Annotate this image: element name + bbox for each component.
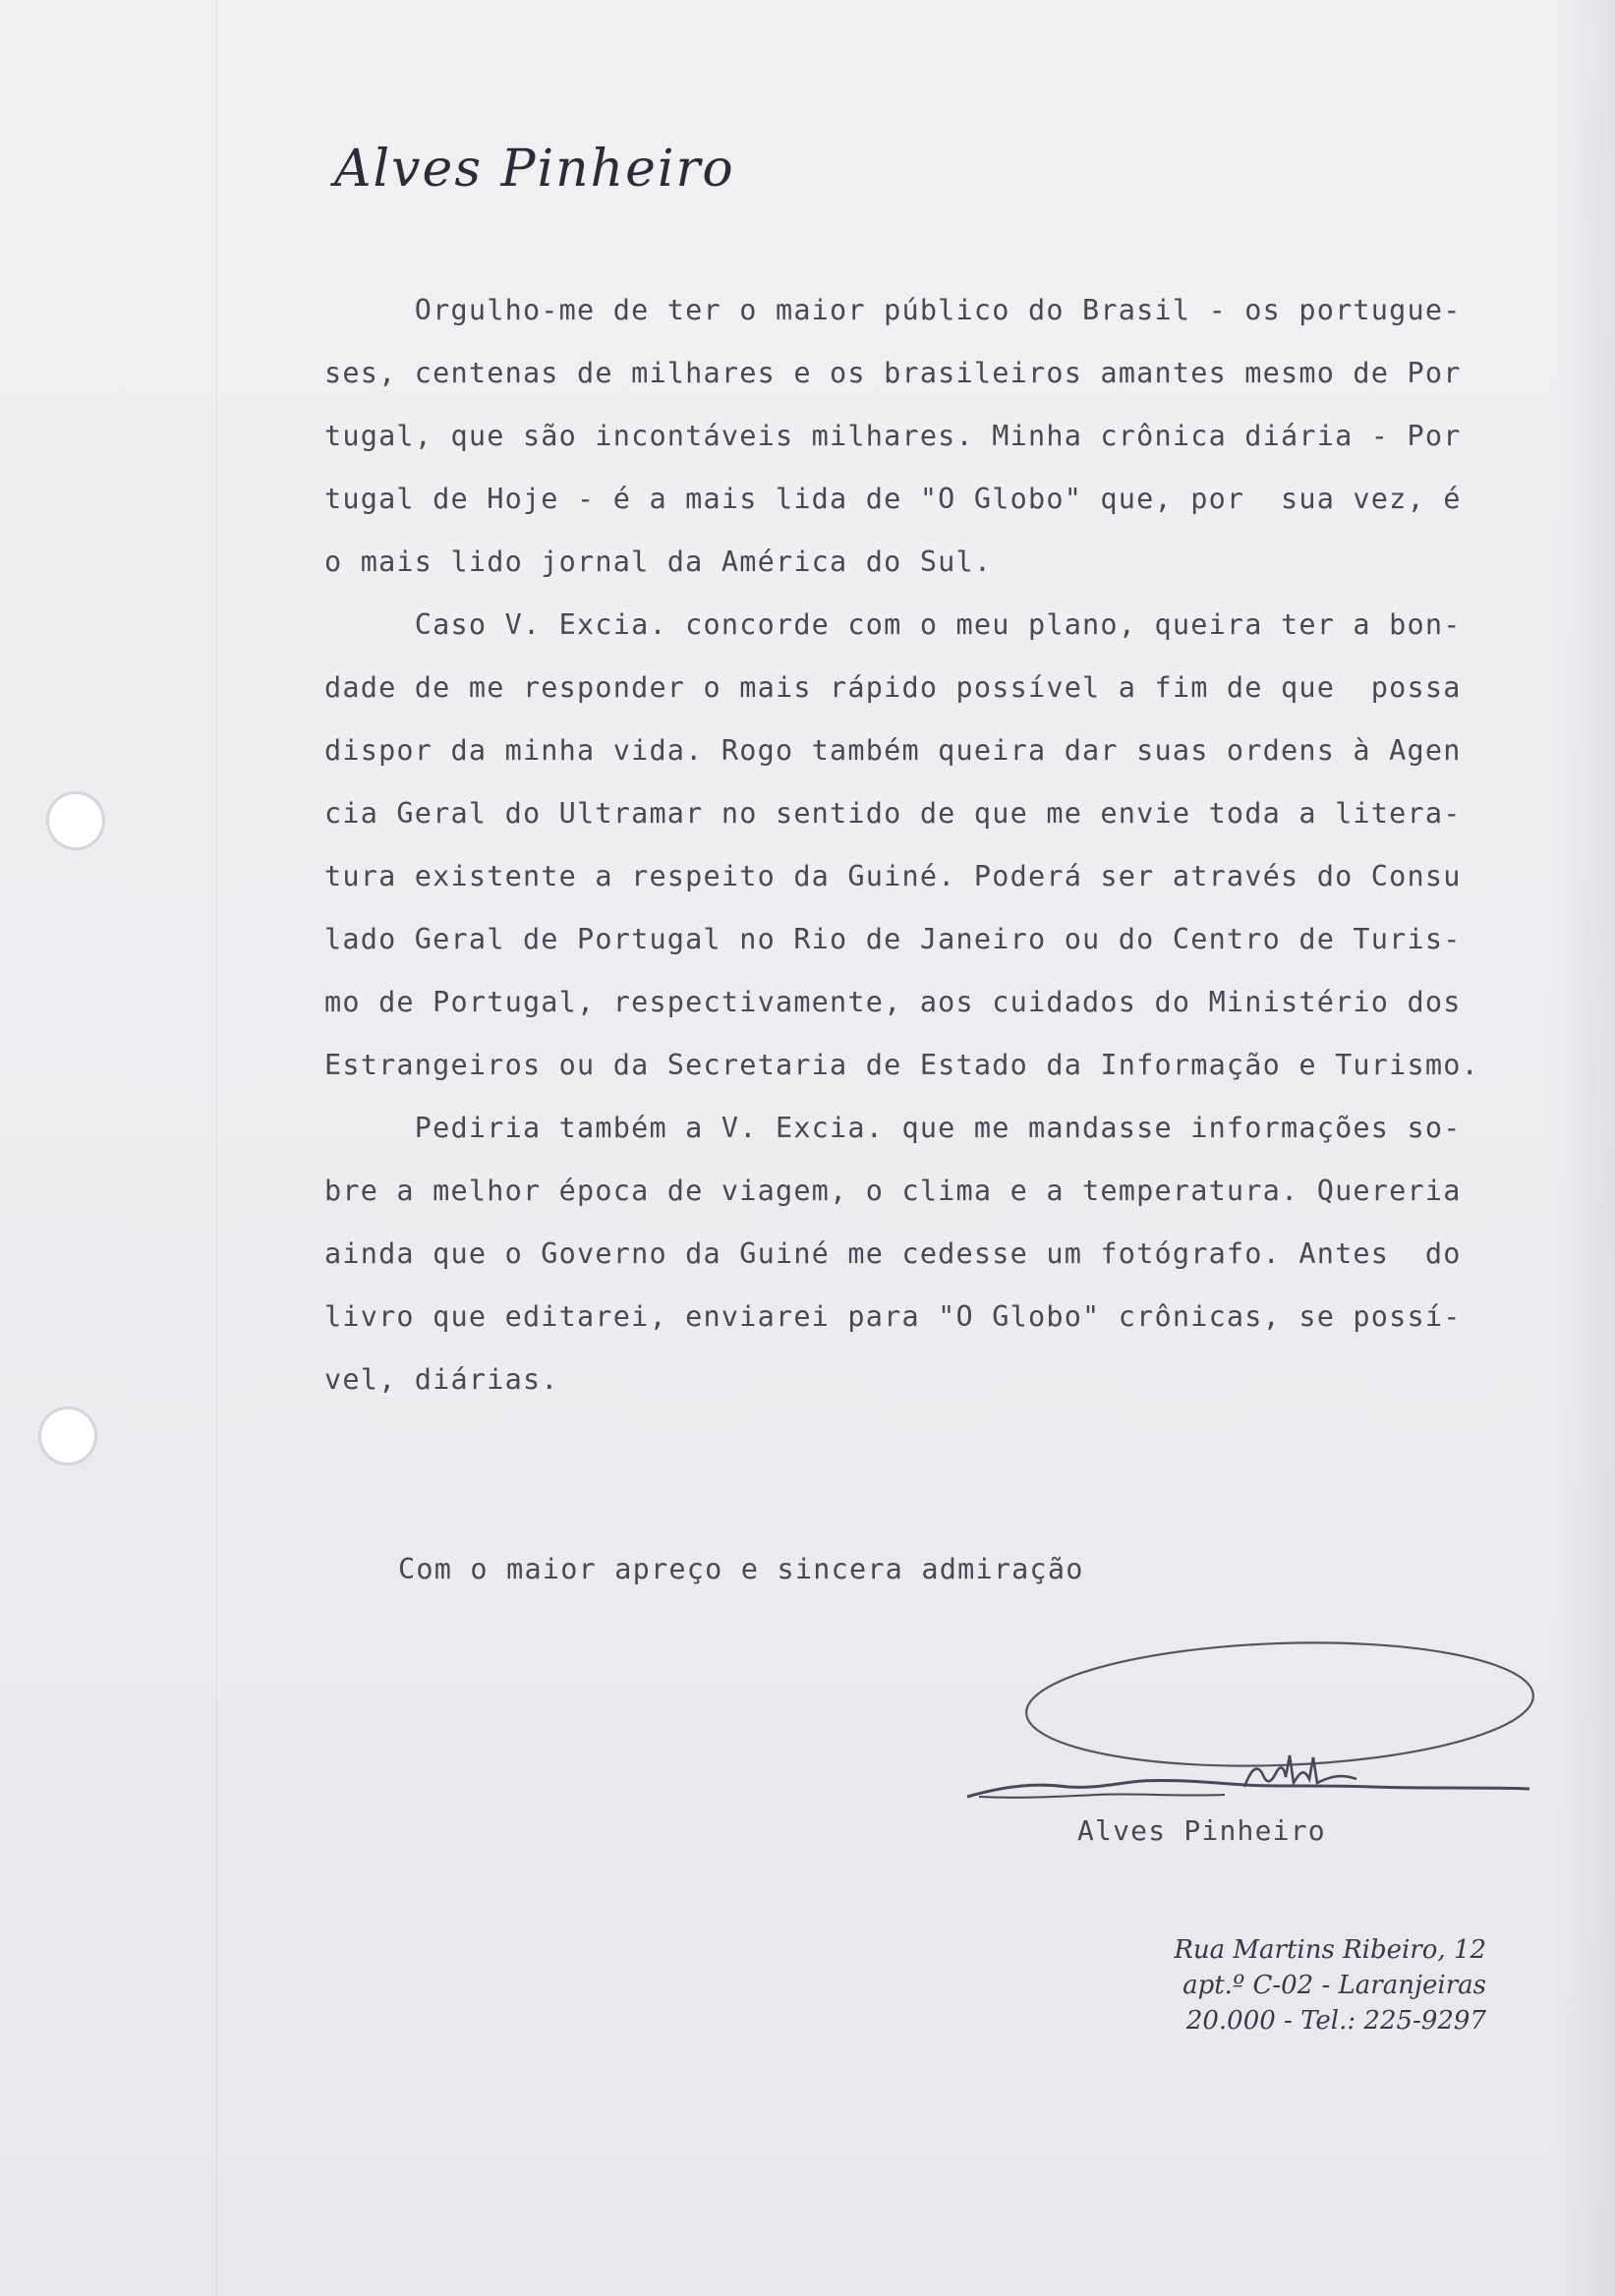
margin-line (216, 0, 217, 2296)
address-line: Rua Martins Ribeiro, 12 (1174, 1935, 1486, 1965)
text-line: bre a melhor época de viagem, o clima e a temperatura. Quereria (324, 1175, 1462, 1207)
text-line: mo de Portugal, respectivamente, aos cuidados do Ministério dos (324, 986, 1462, 1018)
text-line: Pediria também a V. Excia. que me mandasse informações so- (324, 1112, 1462, 1144)
text-line: ses, centenas de milhares e os brasileiros amantes mesmo de Por (324, 357, 1462, 389)
punch-hole-bottom (39, 1407, 96, 1464)
paragraph-3 (324, 1097, 1537, 1411)
punch-hole-top (47, 792, 104, 849)
text-line: Orgulho-me de ter o maior público do Brasil - os portugue- (324, 294, 1462, 326)
letterhead-name: Alves Pinheiro (334, 140, 735, 199)
text-line: dispor da minha vida. Rogo também queira dar suas ordens à Agen (324, 734, 1462, 767)
text-line: cia Geral do Ultramar no sentido de que me envie toda a litera- (324, 797, 1462, 830)
text-line: Estrangeiros ou da Secretaria de Estado da Informação e Turismo. (324, 1049, 1479, 1081)
text-line: lado Geral de Portugal no Rio de Janeiro ou do Centro de Turis- (324, 923, 1462, 955)
address-line: 20.000 - Tel.: 225-9297 (1185, 2006, 1486, 2036)
text-line: vel, diárias. (324, 1363, 559, 1396)
letter-body (324, 279, 1537, 1411)
address-line: apt.º C-02 - Laranjeiras (1182, 1971, 1486, 2000)
text-line: tugal de Hoje - é a mais lida de "O Globo" que, por sua vez, é (324, 483, 1462, 515)
address-stamp (1140, 1932, 1486, 2038)
paragraph-1 (324, 279, 1537, 594)
text-line: dade de me responder o mais rápido possível a fim de que possa (324, 671, 1462, 704)
text-line: tura existente a respeito da Guiné. Poderá ser através do Consu (324, 860, 1462, 892)
closing-line: Com o maior apreço e sincera admiração (398, 1553, 1084, 1585)
handwritten-signature (950, 1639, 1539, 1832)
text-line: ainda que o Governo da Guiné me cedesse um fotógrafo. Antes do (324, 1237, 1462, 1270)
text-line: o mais lido jornal da América do Sul. (324, 545, 993, 578)
text-line: livro que editarei, enviarei para "O Globo" crônicas, se possí- (324, 1300, 1462, 1333)
text-line: Caso V. Excia. concorde com o meu plano, queira ter a bon- (324, 608, 1462, 641)
text-line: tugal, que são incontáveis milhares. Minha crônica diária - Por (324, 420, 1462, 452)
typed-signature-name: Alves Pinheiro (1077, 1814, 1326, 1847)
paragraph-2 (324, 594, 1537, 1097)
paper-edge-shading (1553, 0, 1615, 2296)
